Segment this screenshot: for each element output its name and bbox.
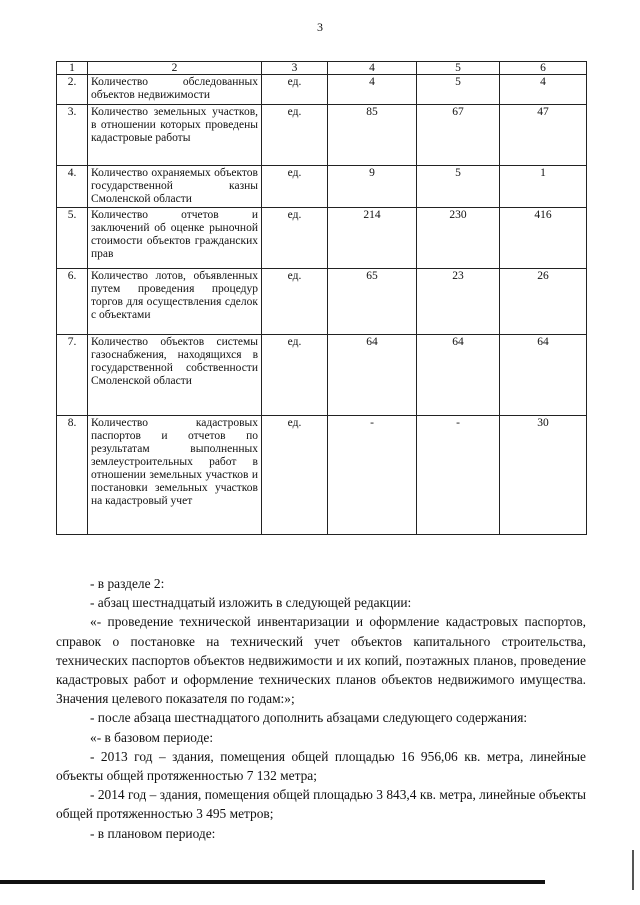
paragraph: - 2014 год – здания, помещения общей площадью 3 843,4 кв. метра, линейные объекты общей протяженностью 3 495 метров; (56, 787, 586, 822)
cell-num: 2. (57, 75, 88, 105)
page-number: 3 (317, 20, 323, 34)
table-row (57, 208, 587, 269)
cell-unit: ед. (262, 75, 328, 105)
paragraph: - в плановом периоде: (90, 825, 216, 841)
paragraph: «- в базовом периоде: (90, 729, 214, 745)
table-row (57, 166, 587, 208)
cell-num: 8. (57, 416, 88, 535)
cell-v2: 230 (417, 208, 500, 269)
cell-v3: 4 (500, 75, 587, 105)
header-cell: 2 (88, 62, 262, 75)
paragraph: - после абзаца шестнадцатого дополнить абзацами следующего содержания: (90, 710, 528, 726)
cell-v3: 1 (500, 166, 587, 208)
cell-name: Количество лотов, объявленных путем проведения процедур торгов для осуществления сделок с объектами (88, 269, 262, 335)
cell-v2: 5 (417, 166, 500, 208)
scan-edge-mark (632, 850, 634, 890)
amendment-text (56, 574, 586, 843)
cell-unit: ед. (262, 105, 328, 166)
cell-v3: 26 (500, 269, 587, 335)
cell-v3: 30 (500, 416, 587, 535)
cell-unit: ед. (262, 166, 328, 208)
cell-v2: 5 (417, 75, 500, 105)
table-row (57, 335, 587, 416)
cell-name: Количество кадастровых паспортов и отчетов по результатам выполненных землеустроительных работ в отношении земельных участков и постановки земельных участков на кадастровый учет (88, 416, 262, 535)
table-row (57, 269, 587, 335)
cell-v1: 214 (328, 208, 417, 269)
cell-num: 4. (57, 166, 88, 208)
paragraph: - абзац шестнадцатый изложить в следующей редакции: (90, 595, 412, 611)
cell-num: 7. (57, 335, 88, 416)
cell-v3: 416 (500, 208, 587, 269)
cell-v2: - (417, 416, 500, 535)
header-cell: 5 (417, 62, 500, 75)
cell-v2: 67 (417, 105, 500, 166)
cell-name: Количество обследованных объектов недвижимости (88, 75, 262, 105)
cell-v2: 23 (417, 269, 500, 335)
cell-num: 5. (57, 208, 88, 269)
header-cell: 6 (500, 62, 587, 75)
indicators-table (56, 61, 587, 535)
paragraph: «- проведение технической инвентаризации и оформление кадастровых паспортов, справок о постановке на технический учет объектов капитального строительства, технических паспортов объектов недвижимости и их копий, поэтажных планов, проведение кадастровых работ и оформление технических планов объектов недвижимого имущества. Значения целевого показателя по годам:»; (56, 614, 586, 707)
cell-v2: 64 (417, 335, 500, 416)
table-header-row (57, 62, 587, 75)
cell-unit: ед. (262, 416, 328, 535)
cell-v1: 9 (328, 166, 417, 208)
cell-unit: ед. (262, 269, 328, 335)
cell-v3: 64 (500, 335, 587, 416)
cell-name: Количество отчетов и заключений об оценке рыночной стоимости объектов гражданских прав (88, 208, 262, 269)
cell-unit: ед. (262, 335, 328, 416)
bottom-rule (0, 880, 545, 884)
table-row (57, 416, 587, 535)
table-row (57, 105, 587, 166)
cell-v3: 47 (500, 105, 587, 166)
paragraph: - в разделе 2: (90, 576, 165, 591)
table-row (57, 75, 587, 105)
cell-v1: 64 (328, 335, 417, 416)
paragraph: - 2013 год – здания, помещения общей площадью 16 956,06 кв. метра, линейные объекты общей протяженностью 7 132 метра; (56, 748, 586, 784)
cell-v1: - (328, 416, 417, 535)
header-cell: 1 (57, 62, 88, 75)
cell-num: 3. (57, 105, 88, 166)
cell-v1: 85 (328, 105, 417, 166)
cell-v1: 65 (328, 269, 417, 335)
header-cell: 4 (328, 62, 417, 75)
cell-name: Количество земельных участков, в отношении которых проведены кадастровые работы (88, 105, 262, 166)
cell-name: Количество объектов системы газоснабжения, находящихся в государственной собственности Смоленской области (88, 335, 262, 416)
cell-num: 6. (57, 269, 88, 335)
cell-v1: 4 (328, 75, 417, 105)
cell-unit: ед. (262, 208, 328, 269)
header-cell: 3 (262, 62, 328, 75)
cell-name: Количество охраняемых объектов государственной казны Смоленской области (88, 166, 262, 208)
